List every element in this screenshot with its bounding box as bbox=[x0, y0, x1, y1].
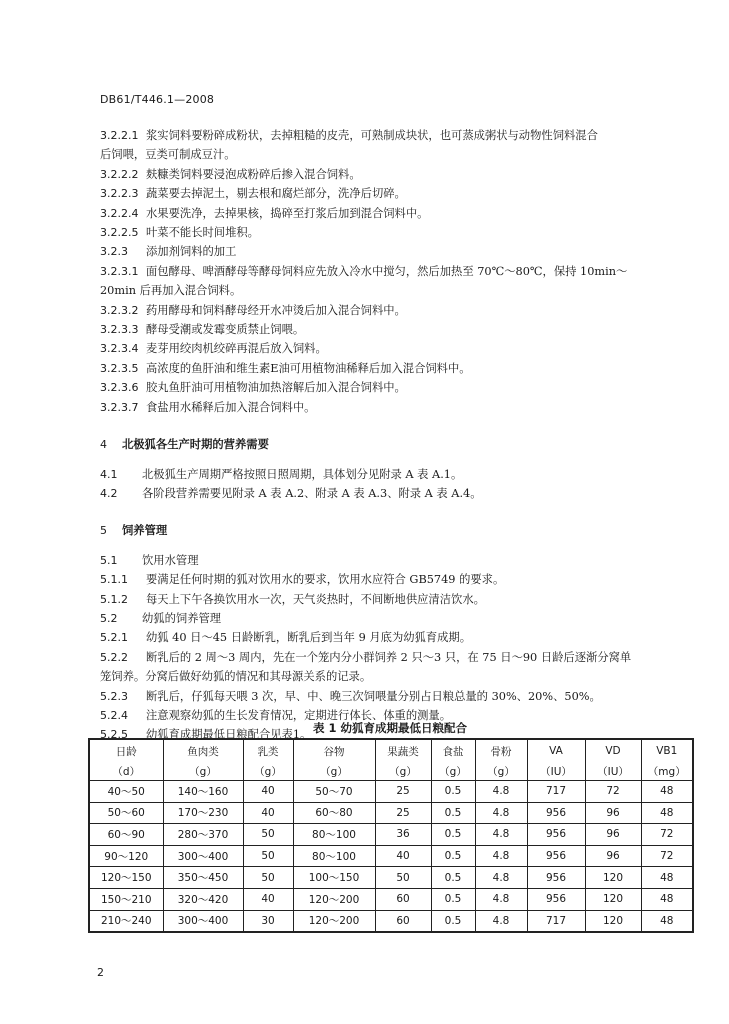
clause-number: 5.2.1 bbox=[100, 631, 128, 645]
table-body bbox=[89, 781, 693, 933]
table-row bbox=[89, 867, 693, 889]
clause-number: 3.2.3.7 bbox=[100, 400, 139, 414]
paragraph-line bbox=[100, 339, 680, 358]
clause-number: 3.2.2.1 bbox=[100, 129, 139, 142]
table-header-row bbox=[89, 739, 693, 762]
table-cell: 96 bbox=[585, 824, 641, 846]
table-cell: 320～420 bbox=[163, 888, 243, 910]
clause-text: 断乳后的 2 周～3 周内，先在一个笼内分小群饲养 2 只～3 只，在 75 日～90 日龄后逐渐分窝单 bbox=[146, 650, 632, 664]
table-cell: 120 bbox=[585, 888, 641, 910]
table-cell: 90～120 bbox=[89, 845, 163, 867]
table-cell: 120 bbox=[585, 867, 641, 889]
table-cell: 956 bbox=[527, 802, 585, 824]
table-cell: 956 bbox=[527, 888, 585, 910]
table-cell: 100～150 bbox=[293, 867, 375, 889]
clause-text: 食盐用水稀释后加入混合饲料中。 bbox=[146, 400, 316, 414]
table-cell: 300～400 bbox=[163, 845, 243, 867]
table-cell: 4.8 bbox=[475, 910, 527, 932]
clause-text: 幼狐育成期最低日粮配合见表1。 bbox=[146, 728, 312, 742]
table-cell: 40 bbox=[375, 845, 431, 867]
clause-number: 3.2.3.1 bbox=[100, 264, 139, 278]
clause-text: 要满足任何时期的狐对饮用水的要求，饮用水应符合 GB5749 的要求。 bbox=[146, 573, 505, 587]
clause-text: 蔬菜要去掉泥土，剔去根和腐烂部分，洗净后切碎。 bbox=[146, 187, 406, 201]
column-header: VB1 bbox=[641, 739, 693, 762]
paragraph-line bbox=[100, 126, 680, 145]
clause-number: 3.2.2.4 bbox=[100, 206, 139, 220]
table-cell: 50～60 bbox=[89, 802, 163, 824]
table-cell: 72 bbox=[641, 824, 693, 846]
table-cell: 48 bbox=[641, 802, 693, 824]
table-cell: 120～200 bbox=[293, 910, 375, 932]
clause-text: 注意观察幼狐的生长发育情况，定期进行体长、体重的测量。 bbox=[146, 708, 452, 722]
column-unit: （g） bbox=[475, 762, 527, 781]
table-cell: 956 bbox=[527, 845, 585, 867]
table-cell: 40～50 bbox=[89, 781, 163, 803]
clause-text: 叶菜不能长时间堆积。 bbox=[146, 226, 259, 240]
clause-number: 3.2.3.4 bbox=[100, 342, 139, 356]
table-cell: 120～200 bbox=[293, 888, 375, 910]
table-cell: 30 bbox=[243, 910, 293, 932]
paragraph-line bbox=[100, 465, 680, 484]
table-cell: 4.8 bbox=[475, 781, 527, 803]
table-cell: 40 bbox=[243, 888, 293, 910]
paragraph-line bbox=[100, 262, 680, 281]
clause-text: 高浓度的鱼肝油和维生素E油可用植物油稀释后加入混合饲料中。 bbox=[146, 361, 471, 375]
table-cell: 150～210 bbox=[89, 888, 163, 910]
paragraph-line bbox=[100, 242, 680, 261]
clause-number: 4.1 bbox=[100, 467, 118, 481]
clause-number: 5.2.4 bbox=[100, 708, 128, 722]
paragraph-line bbox=[100, 628, 680, 647]
table-cell: 72 bbox=[585, 781, 641, 803]
table-cell: 60 bbox=[375, 888, 431, 910]
table-cell: 0.5 bbox=[431, 824, 475, 846]
paragraph-line bbox=[100, 301, 680, 320]
table-row bbox=[89, 910, 693, 932]
clause-text: 药用酵母和饲料酵母经开水冲烫后加入混合饲料中。 bbox=[146, 303, 406, 317]
table-row bbox=[89, 802, 693, 824]
clause-text: 浆实饲料要粉碎成粉状，去掉粗糙的皮壳，可熟制成块状，也可蒸成粥状与动物性饲料混合 bbox=[146, 129, 598, 142]
table-cell: 25 bbox=[375, 781, 431, 803]
paragraph-line bbox=[100, 590, 680, 609]
table-cell: 0.5 bbox=[431, 888, 475, 910]
paragraph-line bbox=[100, 570, 680, 589]
table-cell: 50～70 bbox=[293, 781, 375, 803]
table-cell: 48 bbox=[641, 910, 693, 932]
section-5-heading: 5 饲养管理 bbox=[100, 524, 168, 538]
table-cell: 300～400 bbox=[163, 910, 243, 932]
column-unit: （g） bbox=[431, 762, 475, 781]
table-cell: 36 bbox=[375, 824, 431, 846]
table-cell: 350～450 bbox=[163, 867, 243, 889]
table-cell: 40 bbox=[243, 781, 293, 803]
column-unit: （g） bbox=[163, 762, 243, 781]
table-cell: 120～150 bbox=[89, 867, 163, 889]
table-cell: 0.5 bbox=[431, 781, 475, 803]
paragraph-line bbox=[100, 165, 680, 184]
page-number: 2 bbox=[97, 966, 104, 979]
paragraph-line bbox=[100, 204, 680, 223]
paragraph-line bbox=[100, 667, 680, 686]
paragraph-line bbox=[100, 223, 680, 242]
paragraph-line bbox=[100, 320, 680, 339]
table-cell: 4.8 bbox=[475, 867, 527, 889]
section-5-1-heading: 5.1 饮用水管理 bbox=[100, 553, 199, 567]
column-unit: （d） bbox=[89, 762, 163, 781]
clause-text: 断乳后，仔狐每天喂 3 次，早、中、晚三次饲喂量分别占日粮总量的 30%、20%、50%。 bbox=[146, 689, 601, 703]
table-row bbox=[89, 781, 693, 803]
section-4-items bbox=[100, 465, 680, 504]
table-cell: 4.8 bbox=[475, 888, 527, 910]
table-cell: 48 bbox=[641, 888, 693, 910]
table-row bbox=[89, 845, 693, 867]
table-cell: 956 bbox=[527, 824, 585, 846]
clause-text: 每天上下午各换饮用水一次，天气炎热时，不间断地供应清洁饮水。 bbox=[146, 592, 485, 606]
section-5-2-heading: 5.2 幼狐的饲养管理 bbox=[100, 611, 222, 625]
table-cell: 48 bbox=[641, 781, 693, 803]
table-cell: 140～160 bbox=[163, 781, 243, 803]
section-5-1-items bbox=[100, 570, 680, 609]
clause-text: 添加剂饲料的加工 bbox=[146, 245, 237, 259]
column-header: 果蔬类 bbox=[375, 739, 431, 762]
clause-number: 3.2.3.3 bbox=[100, 323, 139, 337]
clause-number: 5.2.3 bbox=[100, 689, 128, 703]
paragraph-line bbox=[100, 687, 680, 706]
table-cell: 80～100 bbox=[293, 824, 375, 846]
column-unit: （mg） bbox=[641, 762, 693, 781]
clause-number: 3.2.2.2 bbox=[100, 167, 139, 181]
table-cell: 717 bbox=[527, 781, 585, 803]
clause-text: 胶丸鱼肝油可用植物油加热溶解后加入混合饲料中。 bbox=[146, 381, 406, 395]
daily-ration-table bbox=[88, 738, 694, 933]
table-cell: 60～80 bbox=[293, 802, 375, 824]
clause-number: 5.1.1 bbox=[100, 573, 128, 587]
document-body bbox=[100, 126, 680, 745]
table-cell: 80～100 bbox=[293, 845, 375, 867]
column-header: 日龄 bbox=[89, 739, 163, 762]
clause-text: 后饲喂，豆类可制成豆汁。 bbox=[100, 148, 236, 162]
table-cell: 280～370 bbox=[163, 824, 243, 846]
paragraph-line bbox=[100, 184, 680, 203]
table-cell: 50 bbox=[243, 824, 293, 846]
clause-text: 北极狐生产周期严格按照日照周期，具体划分见附录 A 表 A.1。 bbox=[142, 467, 463, 481]
paragraph-line bbox=[100, 359, 680, 378]
clause-number: 3.2.3.6 bbox=[100, 381, 139, 395]
clause-number: 3.2.2.5 bbox=[100, 226, 139, 240]
table-cell: 170～230 bbox=[163, 802, 243, 824]
table-cell: 40 bbox=[243, 802, 293, 824]
clause-number: 5.2.2 bbox=[100, 650, 128, 664]
table-cell: 4.8 bbox=[475, 845, 527, 867]
paragraph-line bbox=[100, 145, 680, 164]
clause-text: 各阶段营养需要见附录 A 表 A.2、附录 A 表 A.3、附录 A 表 A.4。 bbox=[142, 486, 482, 500]
table-cell: 25 bbox=[375, 802, 431, 824]
table-cell: 120 bbox=[585, 910, 641, 932]
clause-text: 麸糠类饲料要浸泡成粉碎后掺入混合饲料。 bbox=[146, 167, 361, 181]
clause-text: 麦芽用绞肉机绞碎再混后放入饲料。 bbox=[146, 342, 327, 356]
paragraph-line bbox=[100, 398, 680, 417]
table-cell: 717 bbox=[527, 910, 585, 932]
table-row bbox=[89, 824, 693, 846]
standard-code-header: DB61/T446.1—2008 bbox=[100, 93, 215, 106]
table-cell: 60 bbox=[375, 910, 431, 932]
column-header: 乳类 bbox=[243, 739, 293, 762]
clause-number: 5.1.2 bbox=[100, 592, 128, 606]
column-unit: （IU） bbox=[527, 762, 585, 781]
paragraph-line bbox=[100, 648, 680, 667]
table-cell: 4.8 bbox=[475, 824, 527, 846]
column-header: 骨粉 bbox=[475, 739, 527, 762]
table-cell: 0.5 bbox=[431, 802, 475, 824]
paragraph-line bbox=[100, 281, 680, 300]
column-unit: （IU） bbox=[585, 762, 641, 781]
clause-text: 面包酵母、啤酒酵母等酵母饲料应先放入冷水中搅匀，然后加热至 70℃～80℃，保持 10min～ bbox=[146, 264, 628, 278]
table-cell: 0.5 bbox=[431, 910, 475, 932]
table-cell: 4.8 bbox=[475, 802, 527, 824]
clause-number: 4.2 bbox=[100, 486, 118, 500]
clause-number: 3.2.3.5 bbox=[100, 361, 139, 375]
column-header: 谷物 bbox=[293, 739, 375, 762]
section-4-heading: 4 北极狐各生产时期的营养需要 bbox=[100, 438, 269, 452]
table-cell: 0.5 bbox=[431, 845, 475, 867]
table-cell: 48 bbox=[641, 867, 693, 889]
column-unit: （g） bbox=[243, 762, 293, 781]
table-cell: 0.5 bbox=[431, 867, 475, 889]
table-unit-row bbox=[89, 762, 693, 781]
table-cell: 50 bbox=[243, 867, 293, 889]
table-cell: 96 bbox=[585, 802, 641, 824]
table-row bbox=[89, 888, 693, 910]
clause-number: 3.2.3 bbox=[100, 245, 128, 259]
table-cell: 50 bbox=[243, 845, 293, 867]
clause-number: 3.2.3.2 bbox=[100, 303, 139, 317]
clause-text: 20min 后再加入混合饲料。 bbox=[100, 284, 242, 298]
column-unit: （g） bbox=[293, 762, 375, 781]
column-header: 鱼肉类 bbox=[163, 739, 243, 762]
clause-number: 3.2.2.3 bbox=[100, 187, 139, 201]
table-cell: 956 bbox=[527, 867, 585, 889]
table-cell: 60～90 bbox=[89, 824, 163, 846]
table-cell: 210～240 bbox=[89, 910, 163, 932]
paragraph-list bbox=[100, 126, 680, 417]
table-1-title: 表 1 幼狐育成期最低日粮配合 bbox=[312, 721, 467, 735]
clause-text: 水果要洗净，去掉果核，捣碎至打浆后加到混合饲料中。 bbox=[146, 206, 429, 220]
column-header: VD bbox=[585, 739, 641, 762]
clause-text: 笼饲养。分窝后做好幼狐的情况和其母源关系的记录。 bbox=[100, 670, 372, 684]
paragraph-line bbox=[100, 378, 680, 397]
clause-number: 5.2.5 bbox=[100, 728, 128, 742]
paragraph-line bbox=[100, 484, 680, 503]
table-cell: 96 bbox=[585, 845, 641, 867]
clause-text: 幼狐 40 日～45 日龄断乳，断乳后到当年 9 月底为幼狐育成期。 bbox=[146, 631, 472, 645]
column-unit: （g） bbox=[375, 762, 431, 781]
table-cell: 72 bbox=[641, 845, 693, 867]
table-cell: 50 bbox=[375, 867, 431, 889]
column-header: 食盐 bbox=[431, 739, 475, 762]
clause-text: 酵母受潮或发霉变质禁止饲喂。 bbox=[146, 323, 305, 337]
column-header: VA bbox=[527, 739, 585, 762]
